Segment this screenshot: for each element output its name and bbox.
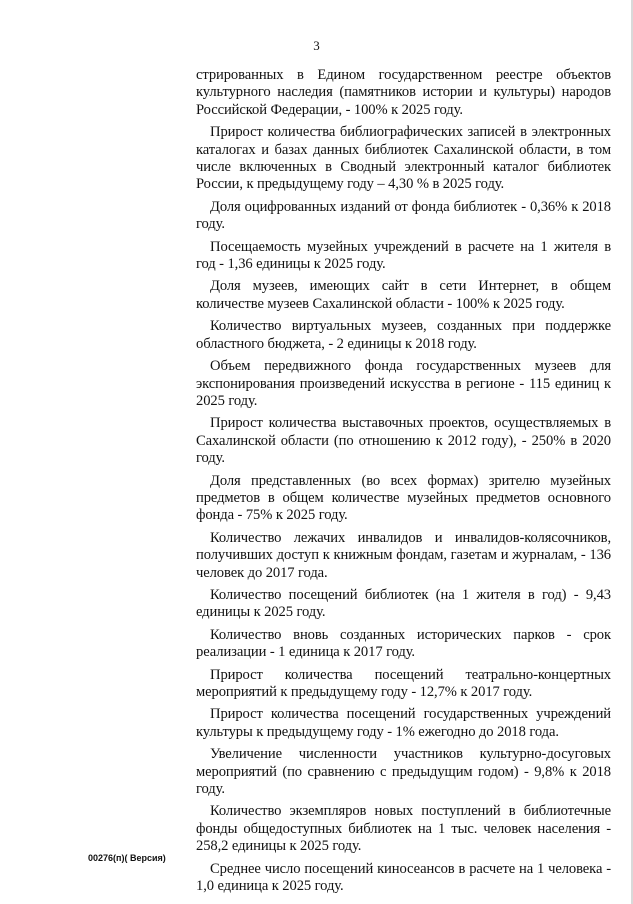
- paragraph-new-library-acquisitions: Количество экземпляров новых поступлений в библиотечные фонды общедоступных библиотек на 1 тыс. человек населения - 258,2 единицы к 2025 году.: [196, 803, 611, 855]
- paragraph-leisure-participants: Увеличение численности участников культурно-досуговых мероприятий (по сравнению с предыдущим годом) - 9,8% к 2018 году.: [196, 746, 611, 798]
- paragraph-digitized-editions: Доля оцифрованных изданий от фонда библиотек - 0,36% к 2018 году.: [196, 198, 611, 233]
- paragraph-bibliographic-records: Прирост количества библиографических записей в электронных каталогах и базах данных библиотек Сахалинской области, в том числе включенных в Сводный электронный каталог библиотек России, к предыдущему году – 4,30 % в 2025 году.: [196, 124, 611, 193]
- paragraph-museum-attendance: Посещаемость музейных учреждений в расчете на 1 жителя в год - 1,36 единицы к 2025 году.: [196, 238, 611, 273]
- paragraph-cultural-heritage-registry: стрированных в Едином государственном реестре объектов культурного наследия (памятников истории и культуры) народов Российской Федерации, - 100% к 2025 году.: [196, 67, 611, 118]
- document-footer-code: 00276(п)( Версия): [88, 853, 166, 863]
- document-body: [196, 67, 611, 900]
- paragraph-disabled-access: Количество лежачих инвалидов и инвалидов-колясочников, получивших доступ к книжным фондам, газетам и журналам, - 136 человек до 2017 года.: [196, 529, 611, 581]
- paragraph-museum-websites: Доля музеев, имеющих сайт в сети Интернет, в общем количестве музеев Сахалинской области - 100% к 2025 году.: [196, 278, 611, 312]
- paragraph-exhibition-projects: Прирост количества выставочных проектов, осуществляемых в Сахалинской области (по отношению к 2012 году), - 250% в 2020 году.: [196, 415, 611, 467]
- paragraph-culture-institution-visits: Прирост количества посещений государственных учреждений культуры к предыдущему году - 1% ежегодно до 2018 года.: [196, 706, 611, 740]
- page-number: 3: [313, 38, 320, 53]
- paragraph-mobile-fund: Объем передвижного фонда государственных музеев для экспонирования произведений искусства в регионе - 115 единиц к 2025 году.: [196, 358, 611, 409]
- paragraph-virtual-museums: Количество виртуальных музеев, созданных при поддержке областного бюджета, - 2 единицы к 2018 году.: [196, 318, 611, 352]
- paragraph-historical-parks: Количество вновь созданных исторических парков - срок реализации - 1 единица к 2017 году.: [196, 626, 611, 661]
- paragraph-museum-items-share: Доля представленных (во всех формах) зрителю музейных предметов в общем количестве музейных предметов основного фонда - 75% к 2025 году.: [196, 472, 611, 524]
- paragraph-cinema-visits: Среднее число посещений киносеансов в расчете на 1 человека - 1,0 единица к 2025 году.: [196, 860, 611, 895]
- paragraph-theatre-concert-visits: Прирост количества посещений театрально-концертных мероприятий к предыдущему году - 12,7% к 2017 году.: [196, 666, 611, 700]
- paragraph-library-visits: Количество посещений библиотек (на 1 жителя в год) - 9,43 единицы к 2025 году.: [196, 586, 611, 621]
